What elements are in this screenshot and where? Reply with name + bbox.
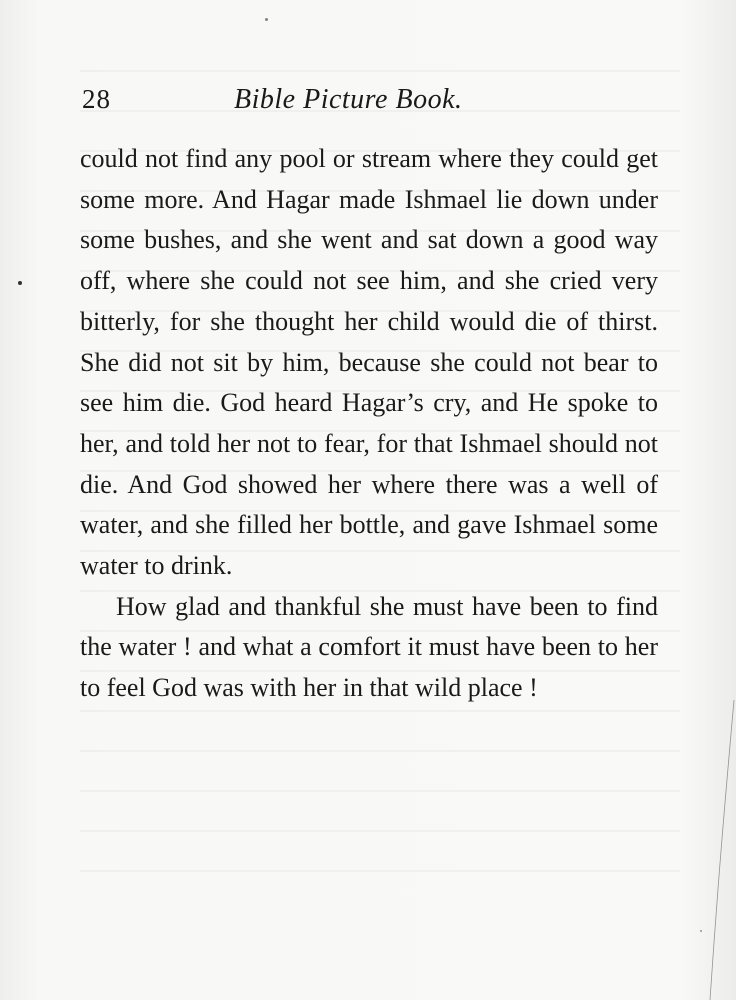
ink-speck <box>265 18 268 21</box>
running-title: Bible Picture Book. <box>234 84 463 115</box>
ink-speck <box>700 930 702 932</box>
ink-speck <box>18 281 22 285</box>
paragraph-2: How glad and thankful she must have been to find the water ! and what a comfort it must have been to her to feel God was with her in that wild place ! <box>80 591 658 703</box>
page-number: 28 <box>82 84 111 114</box>
body-text <box>80 139 658 709</box>
page-header <box>82 84 662 124</box>
paragraph-1: could not find any pool or stream where they could get some more. And Hagar made Ishmael lie down under some bushes, and she went and sat down a good way off, where she could not see him, and she cried very bitterly, for she thought her child would die of thirst. She did not sit by him, because she could not bear to see him die. God heard Hagar’s cry, and He spoke to her, and told her not to fear, for that Ishmael should not die. And God showed her where there was a well of water, and she filled her bottle, and gave Ishmael some water to drink. <box>80 144 658 581</box>
page-edge-curve <box>706 700 736 1000</box>
